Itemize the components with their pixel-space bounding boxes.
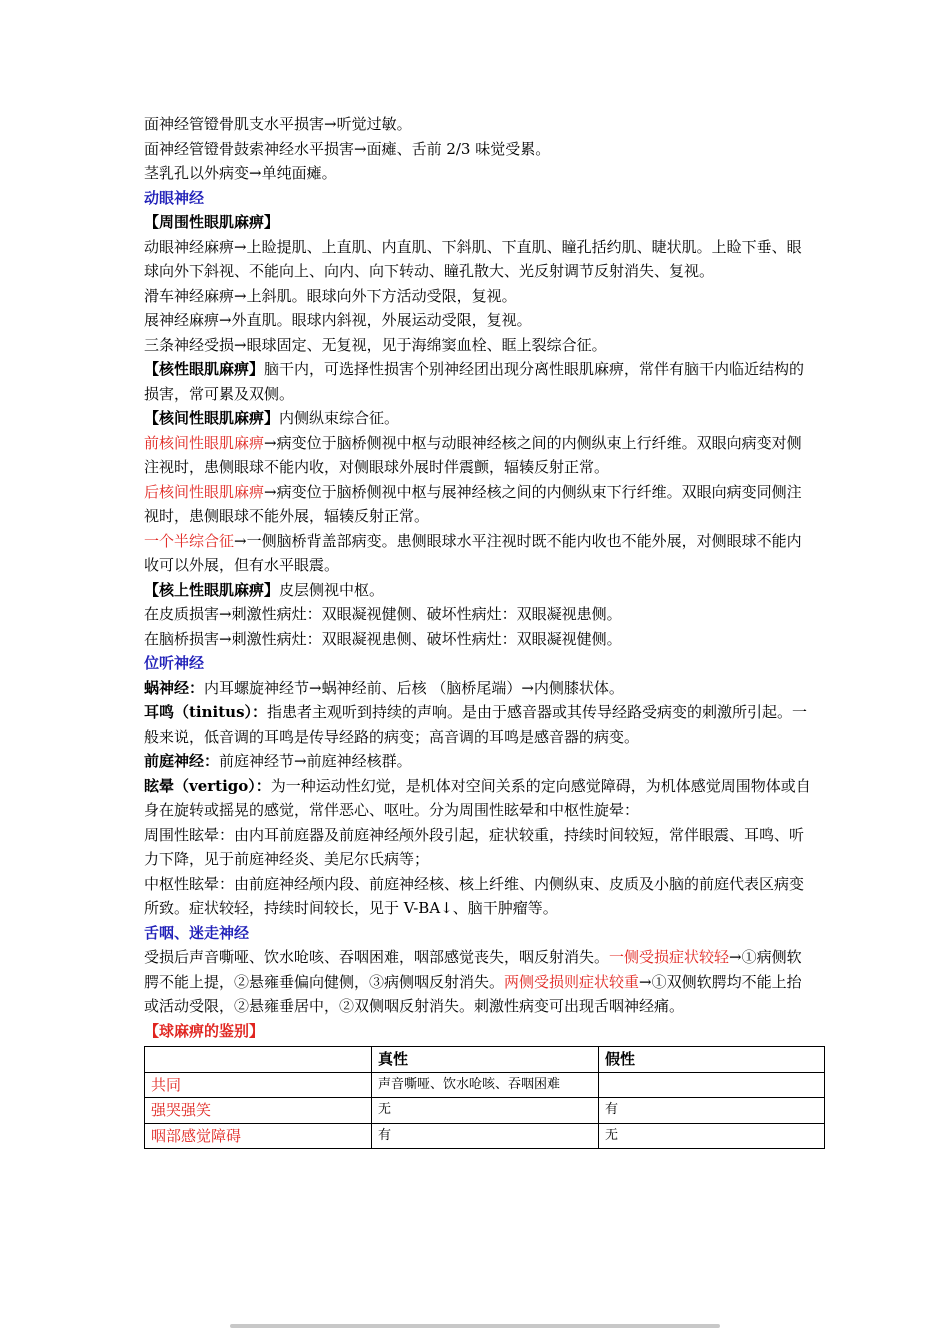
table-header-true: 真性 <box>372 1047 599 1073</box>
table-cell-pseudo: 无 <box>599 1123 825 1149</box>
para-vertigo <box>144 774 814 823</box>
label-vestibular: 前庭神经： <box>144 752 220 770</box>
para-peripheral-vertigo: 周围性眩晕：由内耳前庭器及前庭神经颅外段引起，症状较重，持续时间较短，常伴眼震、耳鸣、听力下降，见于前庭神经炎、美尼尔氏病等； <box>144 825 805 868</box>
text-vertigo: 为一种运动性幻觉，是机体对空间关系的定向感觉障碍，为机体感觉周围物体或自身在旋转或摇晃的感觉，常伴恶心、呕吐。分为周围性眩晕和中枢性旋晕： <box>144 776 811 819</box>
table-row-label: 共同 <box>145 1072 372 1098</box>
label-one-and-half: 一个半综合征 <box>144 531 235 550</box>
table-cell-true: 声音嘶哑、饮水呛咳、吞咽困难 <box>372 1072 599 1098</box>
para-tinnitus <box>144 700 814 749</box>
label-anterior-ino: 前核间性眼肌麻痹 <box>144 433 265 452</box>
document-body <box>144 112 814 1149</box>
text-one-and-half: →一侧脑桥背盖部病变。患侧眼球水平注视时既不能内收也不能外展，对侧眼球不能内收可以外展，但有水平眼震。 <box>144 531 802 574</box>
text-gp-c: →①双侧软腭均不能上抬或活动受限，②悬雍垂居中，②双侧咽反射消失。刺激性病变可出现舌咽神经痛。 <box>144 972 802 1015</box>
table-cell-true: 无 <box>372 1098 599 1124</box>
para-vestibular <box>144 749 814 774</box>
text-cochlear: 内耳螺旋神经节→蜗神经前、后核 （脑桥尾端）→内侧膝状体。 <box>204 678 624 697</box>
label-tinnitus: 耳鸣（tinitus）： <box>144 703 268 721</box>
text-supranuclear-ophthalmoplegia: 皮层侧视中枢。 <box>279 580 385 599</box>
title-nuclear-ophthalmoplegia: 【核性眼肌麻痹】 <box>144 360 265 378</box>
text-tinnitus: 指患者主观听到持续的声响。是由于感音器或其传导经路受病变的刺激所引起。一般来说，低音调的耳鸣是传导经路的病变；高音调的耳鸣是感音器的病变。 <box>144 703 808 746</box>
para-three-nerves: 三条神经受损→眼球固定、无复视，见于海绵窦血栓、眶上裂综合征。 <box>144 335 607 354</box>
title-bulbar-palsy-table: 【球麻痹的鉴别】 <box>144 1021 265 1040</box>
label-vertigo: 眩晕（vertigo）： <box>144 776 271 795</box>
table-header-pseudo: 假性 <box>599 1047 825 1073</box>
table-row-label: 强哭强笑 <box>145 1098 372 1124</box>
table-row <box>145 1072 825 1098</box>
line-stapedius: 面神经管镫骨肌支水平损害→听觉过敏。 <box>144 115 412 133</box>
label-cochlear: 蜗神经： <box>144 678 205 697</box>
text-posterior-ino: →病变位于脑桥侧视中枢与展神经核之间的内侧纵束下行纤维。双眼向病变同侧注视时，患侧眼球不能外展，辐辏反射正常。 <box>144 482 802 525</box>
table-cell-pseudo: 有 <box>599 1098 825 1124</box>
heading-glossopharyngeal-vagus: 舌咽、迷走神经 <box>144 923 250 942</box>
table-cell-true: 有 <box>372 1123 599 1149</box>
text-gp-b: →①病侧软腭不能上提，②悬雍垂偏向健侧，③病侧咽反射消失。 <box>144 948 802 991</box>
para-trochlear-palsy: 滑车神经麻痹→上斜肌。眼球向外下方活动受限，复视。 <box>144 286 517 305</box>
page-footer-faint <box>230 1318 720 1328</box>
para-nuclear-ophthalmoplegia <box>144 357 814 406</box>
text-nuclear-ophthalmoplegia: 脑干内，可选择性损害个别神经团出现分离性眼肌麻痹，常伴有脑干内临近结构的损害，常可累及双侧。 <box>144 360 805 403</box>
title-supranuclear-ophthalmoplegia: 【核上性眼肌麻痹】 <box>144 580 280 599</box>
table-row-label: 咽部感觉障碍 <box>145 1123 372 1149</box>
line-stylomastoid: 茎乳孔以外病变→单纯面瘫。 <box>144 164 337 182</box>
table-cell-pseudo <box>599 1072 825 1098</box>
para-central-vertigo: 中枢性眩晕：由前庭神经颅内段、前庭神经核、核上纤维、内侧纵束、皮质及小脑的前庭代表区病变所致。症状较轻，持续时间较长，见于 V-BA↓、脑干肿瘤等。 <box>144 874 805 917</box>
text-gp-unilateral: 一侧受损症状较轻 <box>609 948 730 966</box>
para-internuclear-ophthalmoplegia <box>144 406 814 431</box>
table-row <box>145 1123 825 1149</box>
heading-oculomotor: 动眼神经 <box>144 188 205 207</box>
para-supranuclear-ophthalmoplegia <box>144 578 814 603</box>
text-gp-a: 受损后声音嘶哑、饮水呛咳、吞咽困难，咽部感觉丧失，咽反射消失。 <box>144 948 610 966</box>
para-cochlear <box>144 676 814 701</box>
para-one-and-half <box>144 529 814 578</box>
para-posterior-ino <box>144 480 814 529</box>
text-anterior-ino: →病变位于脑桥侧视中枢与动眼神经核之间的内侧纵束上行纤维。双眼向病变对侧注视时，患侧眼球不能内收，对侧眼球外展时伴震颤，辐辏反射正常。 <box>144 433 802 476</box>
table-header-cell <box>145 1047 372 1073</box>
line-chorda-tympani: 面神经管镫骨鼓索神经水平损害→面瘫、舌前 2/3 味觉受累。 <box>144 139 551 158</box>
para-oculomotor-palsy: 动眼神经麻痹→上睑提肌、上直肌、内直肌、下斜肌、下直肌、瞳孔括约肌、睫状肌。上睑下垂、眼球向外下斜视、不能向上、向内、向下转动、瞳孔散大、光反射调节反射消失、复视。 <box>144 237 802 280</box>
footer-faint-line <box>230 1324 720 1328</box>
line-pons-lesion: 在脑桥损害→刺激性病灶：双眼凝视患侧、破坏性病灶：双眼凝视健侧。 <box>144 629 622 648</box>
title-internuclear-ophthalmoplegia: 【核间性眼肌麻痹】 <box>144 409 280 427</box>
text-vestibular: 前庭神经节→前庭神经核群。 <box>219 752 412 770</box>
table-row <box>145 1098 825 1124</box>
para-glossopharyngeal <box>144 945 814 1019</box>
para-anterior-ino <box>144 431 814 480</box>
text-gp-bilateral: 两侧受损则症状较重 <box>504 972 640 991</box>
line-cortex-lesion: 在皮质损害→刺激性病灶：双眼凝视健侧、破坏性病灶：双眼凝视患侧。 <box>144 605 622 623</box>
heading-vestibulocochlear: 位听神经 <box>144 654 205 672</box>
bulbar-palsy-table <box>144 1046 825 1149</box>
table-header-row <box>145 1047 825 1073</box>
label-posterior-ino: 后核间性眼肌麻痹 <box>144 482 265 501</box>
para-abducens-palsy: 展神经麻痹→外直肌。眼球内斜视，外展运动受限，复视。 <box>144 311 532 329</box>
text-internuclear-ophthalmoplegia: 内侧纵束综合征。 <box>279 409 400 427</box>
title-peripheral-ophthalmoplegia: 【周围性眼肌麻痹】 <box>144 213 280 231</box>
